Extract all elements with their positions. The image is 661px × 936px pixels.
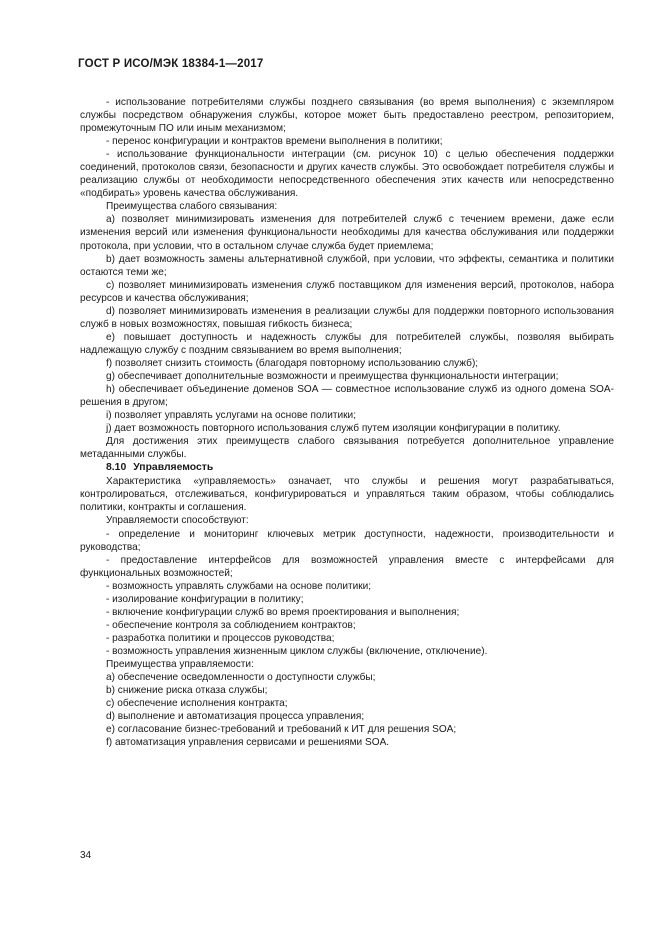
paragraph: Характеристика «управляемость» означает, что службы и решения могут разрабатываться, контролироваться, отслеживаться, конфигурироваться и управляться таким образом, чтобы соблюдались политики, контракты и соглашения. [80, 476, 614, 514]
list-item: i) позволяет управлять услугами на основе политики; [106, 410, 357, 422]
paragraph: Для достижения этих преимуществ слабого связывания потребуется дополнительное управление метаданными службы. [80, 436, 614, 461]
list-item: b) дает возможность замены альтернативной службой, при условии, что эффекты, семантика и политики остаются теми же; [80, 253, 614, 278]
list-item: a) позволяет минимизировать изменения для потребителей служб с течением времени, даже если изменения версий или изменения функциональности необходимы для качества обслуживания или поддержки протокола, при условии, что в остальном случае служба будет приемлема; [80, 214, 614, 252]
list-item: - изолирование конфигурации в политику; [106, 593, 304, 605]
paragraph: Преимущества слабого связывания: [106, 201, 278, 213]
list-item: g) обеспечивает дополнительные возможности и преимущества функциональности интеграции; [106, 370, 559, 382]
list-item: - предоставление интерфейсов для возможностей управления вместе с интерфейсами для функциональных возможностей; [80, 554, 614, 579]
list-item: - определение и мониторинг ключевых метрик доступности, надежности, производительности и руководства; [80, 528, 614, 553]
list-item: - возможность управления жизненным циклом службы (включение, отключение). [106, 645, 488, 657]
list-item: - обеспечение контроля за соблюдением контрактов; [106, 619, 356, 631]
list-item: c) позволяет минимизировать изменения служб поставщиком для изменения версий, протоколов, набора ресурсов и качества обслуживания; [80, 279, 614, 304]
list-item: d) позволяет минимизировать изменения в реализации службы для поддержки повторного использования служб в новых возможностях, повышая гибкость бизнеса; [80, 305, 614, 330]
list-item: - разработка политики и процессов руководства; [106, 632, 335, 644]
section-heading [80, 461, 614, 475]
paragraph: - использование потребителями службы позднего связывания (во время выполнения) с экземпляром службы посредством обнаружения службы, которое может быть предоставлено реестром, репозиторием, промежуточным ПО или иным механизмом; [80, 97, 614, 135]
document-header: ГОСТ Р ИСО/МЭК 18384-1—2017 [78, 58, 264, 70]
paragraph: Преимущества управляемости: [106, 658, 254, 670]
page-number: 34 [80, 850, 92, 861]
list-item: a) обеспечение осведомленности о доступности службы; [106, 672, 376, 684]
section-number: 8.10 [106, 462, 127, 474]
list-item: f) автоматизация управления сервисами и решениями SOA. [106, 737, 390, 749]
list-item: e) повышает доступность и надежность службы для потребителей службы, позволяя выбирать надлежащую службу с поздним связыванием во время выполнения; [80, 331, 614, 356]
list-item: b) снижение риска отказа службы; [106, 685, 268, 697]
list-item: d) выполнение и автоматизация процесса управления; [106, 711, 365, 723]
paragraph: Управляемости способствуют: [106, 515, 249, 527]
list-item: - возможность управлять службами на основе политики; [106, 580, 372, 592]
list-item: c) обеспечение исполнения контракта; [106, 698, 288, 710]
list-item: - включение конфигурации служб во время проектирования и выполнения; [106, 606, 460, 618]
list-item: h) обеспечивает объединение доменов SOA — совместное использование служб из одного домена SOA-решения в другом; [80, 384, 614, 409]
list-item: e) согласование бизнес-требований и требований к ИТ для решения SOA; [106, 724, 457, 736]
paragraph: - использование функциональности интеграции (см. рисунок 10) с целью обеспечения поддержки соединений, протоколов связи, безопасности и других качеств службы. Это освобождает потребителя службы и реализацию службы от необходимости непосредственного обеспечения этих качеств или непосредственно «подбирать» уровень качества обслуживания. [80, 149, 614, 200]
list-item: f) позволяет снизить стоимость (благодаря повторному использованию служб); [106, 357, 479, 369]
document-body [80, 96, 614, 749]
paragraph: - перенос конфигурации и контрактов времени выполнения в политики; [106, 136, 443, 148]
list-item: j) дает возможность повторного использования служб путем изоляции конфигурации в политику. [106, 423, 561, 435]
section-title: Управляемость [133, 462, 214, 474]
